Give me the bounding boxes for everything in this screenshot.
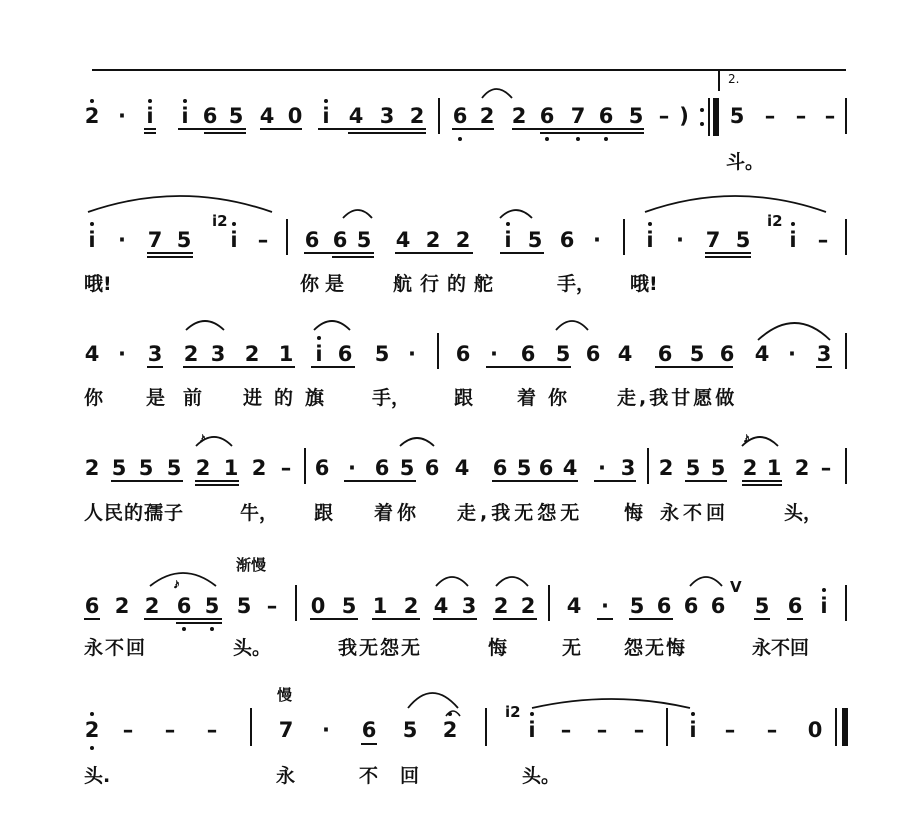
underline [195, 484, 239, 486]
note: · [598, 456, 606, 480]
note: 3 [461, 594, 477, 618]
lyric: 无 [562, 637, 582, 659]
note: 5 [204, 594, 220, 618]
note: 5 [356, 228, 372, 252]
note: 5 [374, 342, 390, 366]
note: 0 [287, 104, 303, 128]
underline [361, 743, 377, 745]
underline [685, 480, 727, 482]
high-dot [448, 712, 452, 716]
note: i [528, 718, 536, 742]
note: 3 [147, 342, 163, 366]
note: 2 [479, 104, 495, 128]
lyric: 航行的舵 [393, 273, 502, 295]
lyric: 悔 [488, 637, 508, 659]
note: 1 [372, 594, 388, 618]
note: 7 [570, 104, 586, 128]
note: – [764, 104, 776, 128]
lyric: 跟 [314, 502, 334, 524]
slur [482, 89, 512, 98]
note: i [315, 342, 323, 366]
note: 6 [710, 594, 726, 618]
note: 6 [492, 456, 508, 480]
slur [400, 438, 434, 446]
underline [144, 618, 222, 620]
lyric: 牛， [240, 502, 279, 524]
lyric: 头. [84, 765, 111, 787]
underline [705, 256, 751, 258]
note: 4 [617, 342, 633, 366]
note: – [266, 594, 278, 618]
underline [204, 132, 246, 134]
note: 7 [147, 228, 163, 252]
underline [260, 128, 302, 130]
note: 6 [304, 228, 320, 252]
barline [437, 333, 439, 369]
lyric: 手， [372, 387, 411, 409]
note: – [206, 718, 218, 742]
note: 3 [210, 342, 226, 366]
lyric: 人民的孺子 [84, 502, 185, 524]
note: · [408, 342, 416, 366]
note: 5 [735, 228, 751, 252]
grace-note: i2 [212, 212, 228, 230]
slur [532, 699, 690, 708]
note: – [658, 104, 670, 128]
mordent-mark: 𝆔 [200, 428, 206, 446]
tempo-mark: 慢 [277, 686, 293, 704]
note: 3 [620, 456, 636, 480]
note: 6 [559, 228, 575, 252]
note: 5 [399, 456, 415, 480]
barline [845, 219, 847, 255]
low-dot [90, 746, 94, 750]
note: i [181, 104, 189, 128]
note: i [504, 228, 512, 252]
lyric: 怨无悔 [624, 637, 688, 659]
barline [845, 333, 847, 369]
note: – [280, 456, 292, 480]
note: 2 [442, 718, 458, 742]
note: – [560, 718, 572, 742]
note: – [795, 104, 807, 128]
high-dot [90, 99, 94, 103]
note: – [820, 456, 832, 480]
underline [754, 618, 770, 620]
slur [690, 577, 722, 586]
underline [195, 480, 239, 482]
note: · [788, 342, 796, 366]
breath-mark: V [730, 578, 742, 596]
note: 5 [236, 594, 252, 618]
note: 6 [539, 104, 555, 128]
note: 6 [452, 104, 468, 128]
note: 5 [685, 456, 701, 480]
final-barline-thin [835, 708, 837, 746]
lyric: 不 [359, 765, 379, 787]
slur [436, 577, 468, 586]
note: – [596, 718, 608, 742]
underline [655, 366, 733, 368]
underline [348, 132, 426, 134]
note: 2 [144, 594, 160, 618]
note: 7 [705, 228, 721, 252]
note: 6 [538, 456, 554, 480]
note: 6 [585, 342, 601, 366]
underline [500, 252, 544, 254]
note: 4 [433, 594, 449, 618]
underline [433, 618, 477, 620]
note: · [593, 228, 601, 252]
note: 4 [84, 342, 100, 366]
lyric: 走,我无怨无 [457, 502, 584, 524]
note: i [789, 228, 797, 252]
underline [705, 252, 751, 254]
note: i [230, 228, 238, 252]
underline [147, 366, 163, 368]
note: 2 [511, 104, 527, 128]
note: 2 [742, 456, 758, 480]
note: 6 [683, 594, 699, 618]
note: 4 [259, 104, 275, 128]
barline [708, 98, 710, 136]
barline [250, 708, 252, 746]
note: 5 [729, 104, 745, 128]
note: 5 [402, 718, 418, 742]
note: 2 [183, 342, 199, 366]
tempo-mark: 渐慢 [236, 556, 267, 574]
underline [304, 252, 374, 254]
lyric: 你 [84, 387, 104, 409]
note: 6 [314, 456, 330, 480]
note: – [824, 104, 836, 128]
note: 5 [138, 456, 154, 480]
high-dot [791, 222, 795, 226]
high-dot [90, 712, 94, 716]
note: 5 [628, 104, 644, 128]
high-dot [648, 222, 652, 226]
slur [186, 321, 224, 330]
note: · [490, 342, 498, 366]
high-dot [530, 712, 534, 716]
note: 2 [244, 342, 260, 366]
note: · [322, 718, 330, 742]
slur [500, 210, 532, 218]
note: 6 [787, 594, 803, 618]
lyric: 永 [276, 765, 296, 787]
lyric: 头。 [233, 637, 272, 659]
note: · [118, 104, 126, 128]
high-dot [822, 588, 826, 592]
slur [408, 693, 458, 708]
high-dot [90, 222, 94, 226]
underline [310, 618, 358, 620]
barline [647, 448, 649, 484]
low-dot [210, 627, 214, 631]
barline [304, 448, 306, 484]
underline [492, 480, 578, 482]
note: i [146, 104, 154, 128]
note: 6 [656, 594, 672, 618]
note: 2 [84, 718, 100, 742]
note: 5 [629, 594, 645, 618]
underline [597, 618, 613, 620]
note: 3 [379, 104, 395, 128]
underline [84, 618, 100, 620]
note: – [817, 228, 829, 252]
mordent-mark: 𝆔 [744, 428, 750, 446]
note: 2 [455, 228, 471, 252]
underline [111, 480, 183, 482]
note: 2 [425, 228, 441, 252]
underline [742, 480, 782, 482]
high-dot [183, 99, 187, 103]
note: 5 [555, 342, 571, 366]
high-dot [324, 99, 328, 103]
note: 2 [403, 594, 419, 618]
low-dot [576, 137, 580, 141]
note: 6 [455, 342, 471, 366]
high-dot [232, 222, 236, 226]
underline [311, 366, 355, 368]
note: 5 [754, 594, 770, 618]
barline [295, 585, 297, 621]
note: 2 [520, 594, 536, 618]
note: 4 [348, 104, 364, 128]
barline [845, 448, 847, 484]
underline [318, 128, 426, 130]
note: 6 [598, 104, 614, 128]
lyric: 着你 [517, 387, 580, 409]
barline-thick [713, 98, 719, 136]
note: 6 [520, 342, 536, 366]
mordent-mark: 𝆔 [174, 574, 180, 592]
high-dot [506, 222, 510, 226]
note: 2 [114, 594, 130, 618]
final-barline-thick [842, 708, 848, 746]
repeat-dot [700, 122, 704, 126]
lyric: 头。 [522, 765, 561, 787]
lyric: 走,我甘愿做 [617, 387, 738, 409]
lyric: 哦! [84, 273, 112, 295]
note: 1 [223, 456, 239, 480]
underline [144, 128, 156, 130]
high-dot [691, 712, 695, 716]
lyric: 斗。 [726, 151, 765, 173]
underline [787, 618, 803, 620]
note: 5 [689, 342, 705, 366]
note: 5 [527, 228, 543, 252]
note: 4 [562, 456, 578, 480]
underline [178, 128, 246, 130]
note: 2 [84, 104, 100, 128]
note: 5 [111, 456, 127, 480]
note: 4 [566, 594, 582, 618]
note: – [766, 718, 778, 742]
note: i [689, 718, 697, 742]
note: 6 [84, 594, 100, 618]
note: i [322, 104, 330, 128]
grace-note: i2 [505, 703, 521, 721]
note: 5 [228, 104, 244, 128]
lyric: 是前 [146, 387, 221, 409]
underline [332, 256, 374, 258]
note: i [820, 594, 828, 618]
underline [486, 366, 571, 368]
lyric: 手， [557, 273, 596, 295]
underline [629, 618, 673, 620]
note: 6 [202, 104, 218, 128]
note: 0 [310, 594, 326, 618]
barline [623, 219, 625, 255]
underline [395, 252, 473, 254]
note: ) [679, 104, 689, 128]
note: 2 [409, 104, 425, 128]
note: 6 [424, 456, 440, 480]
note: 5 [516, 456, 532, 480]
note: 2 [251, 456, 267, 480]
note: · [118, 342, 126, 366]
note: 4 [454, 456, 470, 480]
low-dot [458, 137, 462, 141]
slur [758, 323, 830, 340]
underline [183, 366, 295, 368]
barline [666, 708, 668, 746]
lyric: 我无怨无 [338, 637, 423, 659]
lyric: 悔 [624, 502, 644, 524]
note: 5 [710, 456, 726, 480]
lyric: 跟 [454, 387, 474, 409]
slur [88, 196, 272, 212]
slur [645, 196, 826, 212]
underline [372, 618, 420, 620]
lyric: 进的旗 [243, 387, 337, 409]
note: 5 [341, 594, 357, 618]
underline [452, 128, 494, 130]
slur [556, 321, 588, 330]
note: 3 [816, 342, 832, 366]
note: i [88, 228, 96, 252]
note: 4 [754, 342, 770, 366]
lyric: 哦! [630, 273, 658, 295]
note: 1 [766, 456, 782, 480]
underline [147, 252, 193, 254]
note: · [676, 228, 684, 252]
underline [816, 366, 832, 368]
underline [540, 132, 644, 134]
underline [344, 480, 416, 482]
note: 0 [807, 718, 823, 742]
barline [438, 98, 440, 134]
barline [286, 219, 288, 255]
volta-bracket [718, 69, 720, 91]
note: 5 [166, 456, 182, 480]
barline [548, 585, 550, 621]
note: 2 [493, 594, 509, 618]
note: 6 [719, 342, 735, 366]
lyric: 永不回 [660, 502, 730, 524]
underline [512, 128, 644, 130]
note: 5 [176, 228, 192, 252]
low-dot [604, 137, 608, 141]
volta-bracket-top [718, 69, 846, 71]
note: 6 [176, 594, 192, 618]
note: – [164, 718, 176, 742]
underline [594, 480, 636, 482]
slur [150, 573, 216, 586]
note: 6 [361, 718, 377, 742]
note: 2 [794, 456, 810, 480]
volta-label: 2. [728, 72, 740, 86]
slur [496, 577, 528, 586]
note: – [257, 228, 269, 252]
note: · [348, 456, 356, 480]
note: 2 [195, 456, 211, 480]
low-dot [182, 627, 186, 631]
note: – [122, 718, 134, 742]
note: 1 [278, 342, 294, 366]
note: 6 [337, 342, 353, 366]
note: 6 [332, 228, 348, 252]
barline [845, 98, 847, 134]
lyric: 着你 [374, 502, 421, 524]
note: · [118, 228, 126, 252]
barline [845, 585, 847, 621]
high-dot [148, 99, 152, 103]
lyric: 头， [784, 502, 823, 524]
underline [493, 618, 537, 620]
note: – [633, 718, 645, 742]
lyric: 永不回 [84, 637, 148, 659]
low-dot [545, 137, 549, 141]
repeat-dot [700, 108, 704, 112]
underline [176, 622, 222, 624]
note: 4 [395, 228, 411, 252]
slur [343, 210, 372, 218]
grace-note: i2 [767, 212, 783, 230]
lyric: 你是 [300, 273, 351, 295]
slur [314, 321, 350, 330]
note: 2 [658, 456, 674, 480]
underline [147, 256, 193, 258]
note: 6 [657, 342, 673, 366]
barline [485, 708, 487, 746]
note: · [601, 594, 609, 618]
note: i [646, 228, 654, 252]
note: – [724, 718, 736, 742]
underline [144, 132, 156, 134]
lyric: 永不回 [752, 637, 810, 659]
high-dot [317, 336, 321, 340]
lyric: 回 [400, 765, 420, 787]
note: 7 [278, 718, 294, 742]
note: 2 [84, 456, 100, 480]
note: 6 [374, 456, 390, 480]
underline [742, 484, 782, 486]
